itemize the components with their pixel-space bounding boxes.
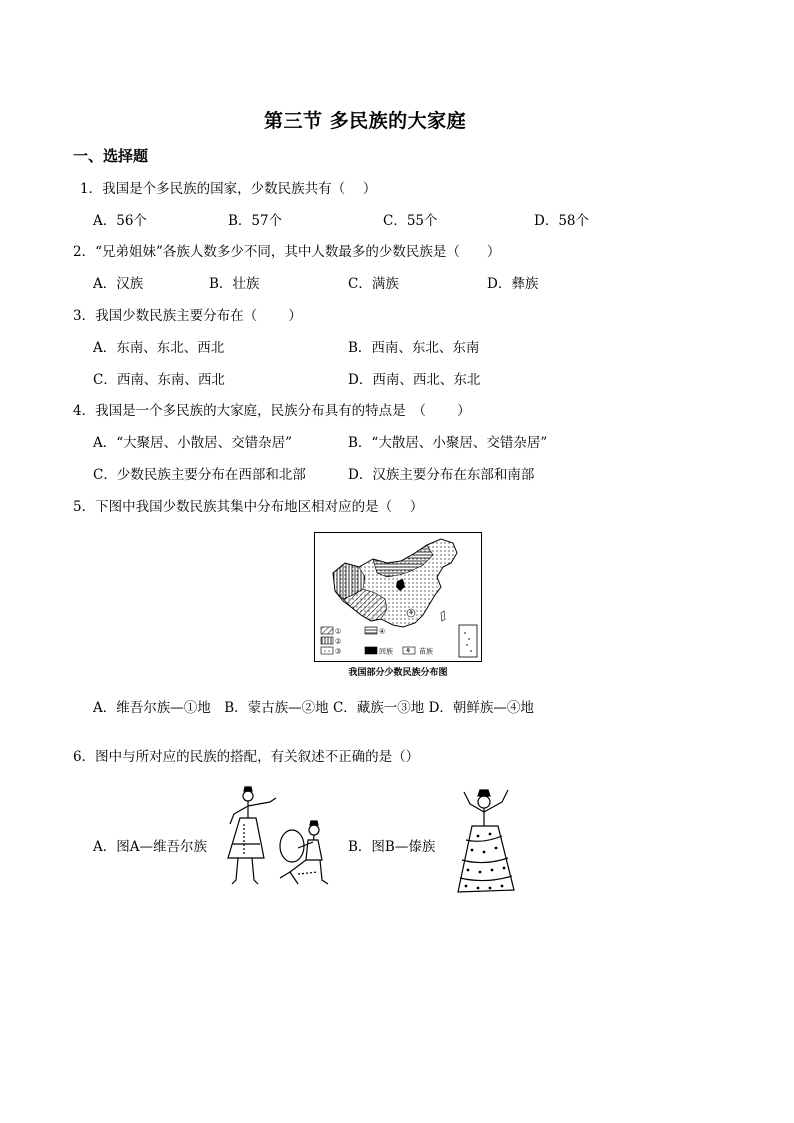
q3-option-b: B．西南、东北、东南 [348,340,480,356]
page-title: 第三节 多民族的大家庭 [264,110,467,132]
q2-option-c: C．满族 [348,276,399,292]
map-caption: 我国部分少数民族分布图 [348,668,448,678]
q3-option-d: D．西南、西北、东北 [348,372,481,388]
question-2-stem: 2．“兄弟姐妹”各族人数多少不同，其中人数最多的少数民族是（ ） [73,244,501,260]
q4-option-b: B．“大散居、小聚居、交错杂居” [348,435,548,451]
q4-option-d: D．汉族主要分布在东部和南部 [348,467,535,483]
legend-miao: 苗族 [419,647,433,656]
q2-option-a: A．汉族 [93,276,144,292]
q4-option-a: A．“大聚居、小散居、交错杂居” [93,435,293,451]
svg-text:⚘: ⚘ [408,609,415,617]
q6-option-a: A．图A—维吾尔族 [93,839,207,855]
legend-2: ② [335,637,342,646]
legend-1: ① [335,627,342,636]
q1-option-b: B．57个 [228,213,283,229]
q2-option-d: D．彝族 [487,276,539,292]
uyghur-dancers-illustration [218,784,338,902]
q1-option-c: C．55个 [383,213,438,229]
q3-option-c: C．西南、东南、西北 [93,372,225,388]
q5-options: A．维吾尔族—①地 B．蒙古族—②地 C．藏族一③地 D．朝鲜族—④地 [93,700,534,716]
question-4-stem: 4．我国是一个多民族的大家庭，民族分布具有的特点是 （ ） [73,403,471,419]
question-3-stem: 3．我国少数民族主要分布在（ ） [73,308,302,324]
q2-option-b: B．壮族 [209,276,260,292]
q6-option-b: B．图B—傣族 [348,839,436,855]
q1-option-d: D．58个 [534,213,590,229]
miao-symbol-icon: ⚘ [405,647,412,655]
legend-4: ④ [379,627,386,636]
section-heading: 一、选择题 [73,147,149,165]
legend-hui: 回族 [379,647,393,656]
q3-option-a: A．东南、东北、西北 [93,340,225,356]
q4-option-c: C．少数民族主要分布在西部和北部 [93,467,306,483]
legend-3: ③ [335,647,342,656]
question-1-stem: 1．我国是个多民族的国家，少数民族共有（ ） [80,181,377,197]
minority-distribution-map [314,532,482,662]
question-5-stem: 5．下图中我国少数民族其集中分布地区相对应的是（ ） [73,499,424,515]
dai-dancer-illustration [442,780,522,900]
question-6-stem: 6．图中与所对应的民族的搭配，有关叙述不正确的是（） [73,749,420,765]
q1-option-a: A．56个 [93,213,147,229]
